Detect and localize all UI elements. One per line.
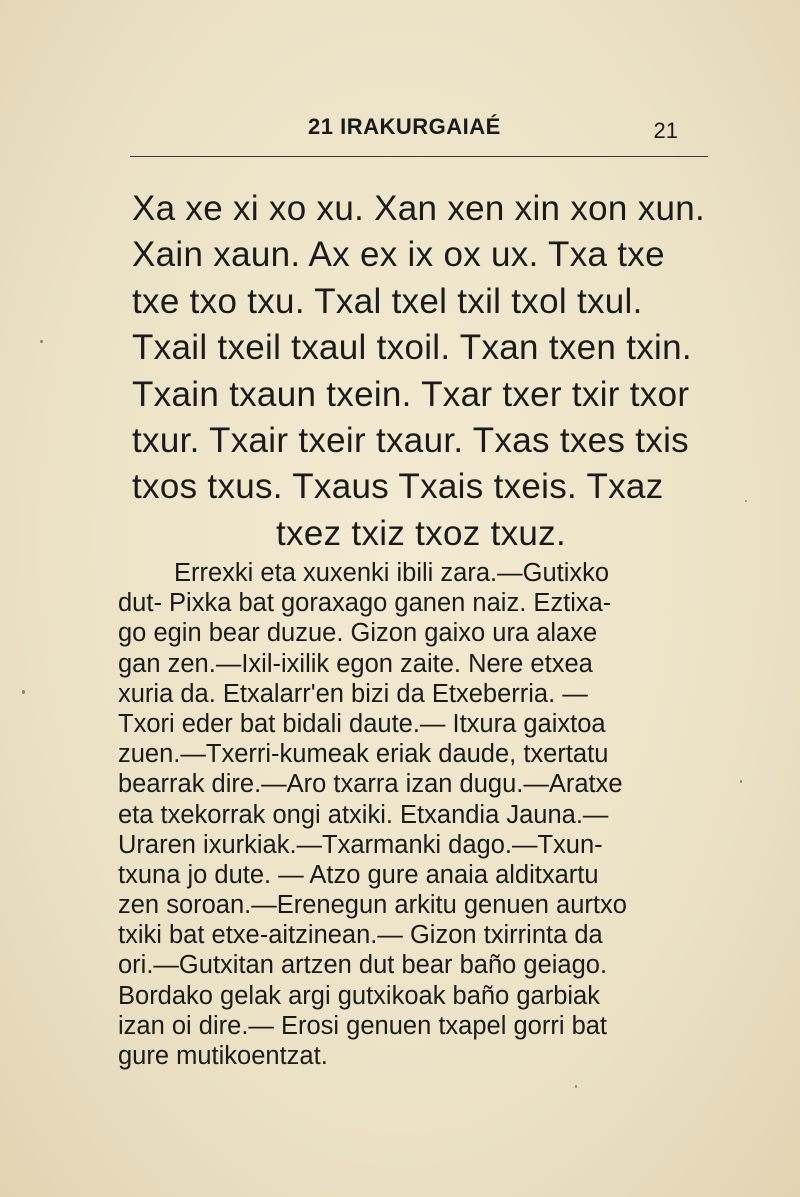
sentence-line: txiki bat etxe-aitzinean.— Gizon txirrinta da bbox=[118, 921, 603, 950]
syllable-line: txe txo txu. Txal txel txil txol txul. bbox=[132, 281, 643, 321]
sentence-line: Uraren ixurkiak.—Txarmanki dago.—Txun- bbox=[118, 830, 603, 859]
sentence-line: ori.—Gutxitan artzen dut bear baño geiago. bbox=[118, 951, 608, 980]
sentence-line: zuen.—Txerri-kumeak eriak daude, txertatu bbox=[118, 740, 609, 769]
syllable-line: Xain xaun. Ax ex ix ox ux. Txa txe bbox=[132, 235, 665, 275]
reading-sentences bbox=[118, 558, 708, 1071]
sentence-line: izan oi dire.— Erosi genuen txapel gorri bat bbox=[118, 1011, 608, 1040]
sentence-line: eta txekorrak ongi atxiki. Etxandia Jauna.— bbox=[118, 800, 609, 829]
syllable-line: Txain txaun txein. Txar txer txir txor bbox=[132, 374, 690, 414]
sentence-line: zen soroan.—Erenegun arkitu genuen aurtxo bbox=[118, 891, 627, 920]
syllable-line: txos txus. Txaus Txais txeis. Txaz bbox=[132, 467, 664, 507]
sentence-line: Txori eder bat bidali daute.— Itxura gaixtoa bbox=[118, 709, 606, 738]
syllable-exercise bbox=[132, 186, 710, 557]
sentence-line: Errexki eta xuxenki ibili zara.—Gutixko bbox=[174, 559, 610, 587]
syllable-line: txur. Txair txeir txaur. Txas txes txis bbox=[132, 420, 689, 460]
syllable-line: Txail txeil txaul txoil. Txan txen txin. bbox=[132, 328, 692, 368]
paper-speck bbox=[740, 780, 742, 783]
syllable-line: txez txiz txoz txuz. bbox=[276, 513, 566, 553]
sentence-line: xuria da. Etxalarr'en bizi da Etxeberria. — bbox=[118, 679, 588, 708]
sentence-line: Bordako gelak argi gutxikoak baño garbiak bbox=[118, 981, 600, 1010]
sentence-line: dut- Pixka bat goraxago ganen naiz. Eztixa- bbox=[118, 589, 612, 618]
header-rule bbox=[130, 156, 708, 157]
page-header bbox=[130, 112, 708, 152]
paper-speck bbox=[745, 500, 747, 502]
sentence-line: bearrak dire.—Aro txarra izan dugu.—Aratxe bbox=[118, 770, 623, 799]
sentence-line: go egin bear duzue. Gizon gaixo ura alaxe bbox=[118, 619, 598, 648]
paper-speck bbox=[575, 1085, 577, 1088]
paper-speck bbox=[22, 690, 25, 694]
sentence-line: txuna jo dute. — Atzo gure anaia alditxartu bbox=[118, 860, 599, 889]
running-title: 21 IRAKURGAIAÉ bbox=[308, 114, 501, 139]
sentence-line: gan zen.—Ixil-ixilik egon zaite. Nere etxea bbox=[118, 649, 593, 678]
syllable-line: Xa xe xi xo xu. Xan xen xin xon xun. bbox=[132, 189, 706, 228]
sentence-line: gure mutikoentzat. bbox=[118, 1042, 328, 1070]
page-number: 21 bbox=[653, 118, 678, 143]
paper-speck bbox=[40, 340, 43, 343]
